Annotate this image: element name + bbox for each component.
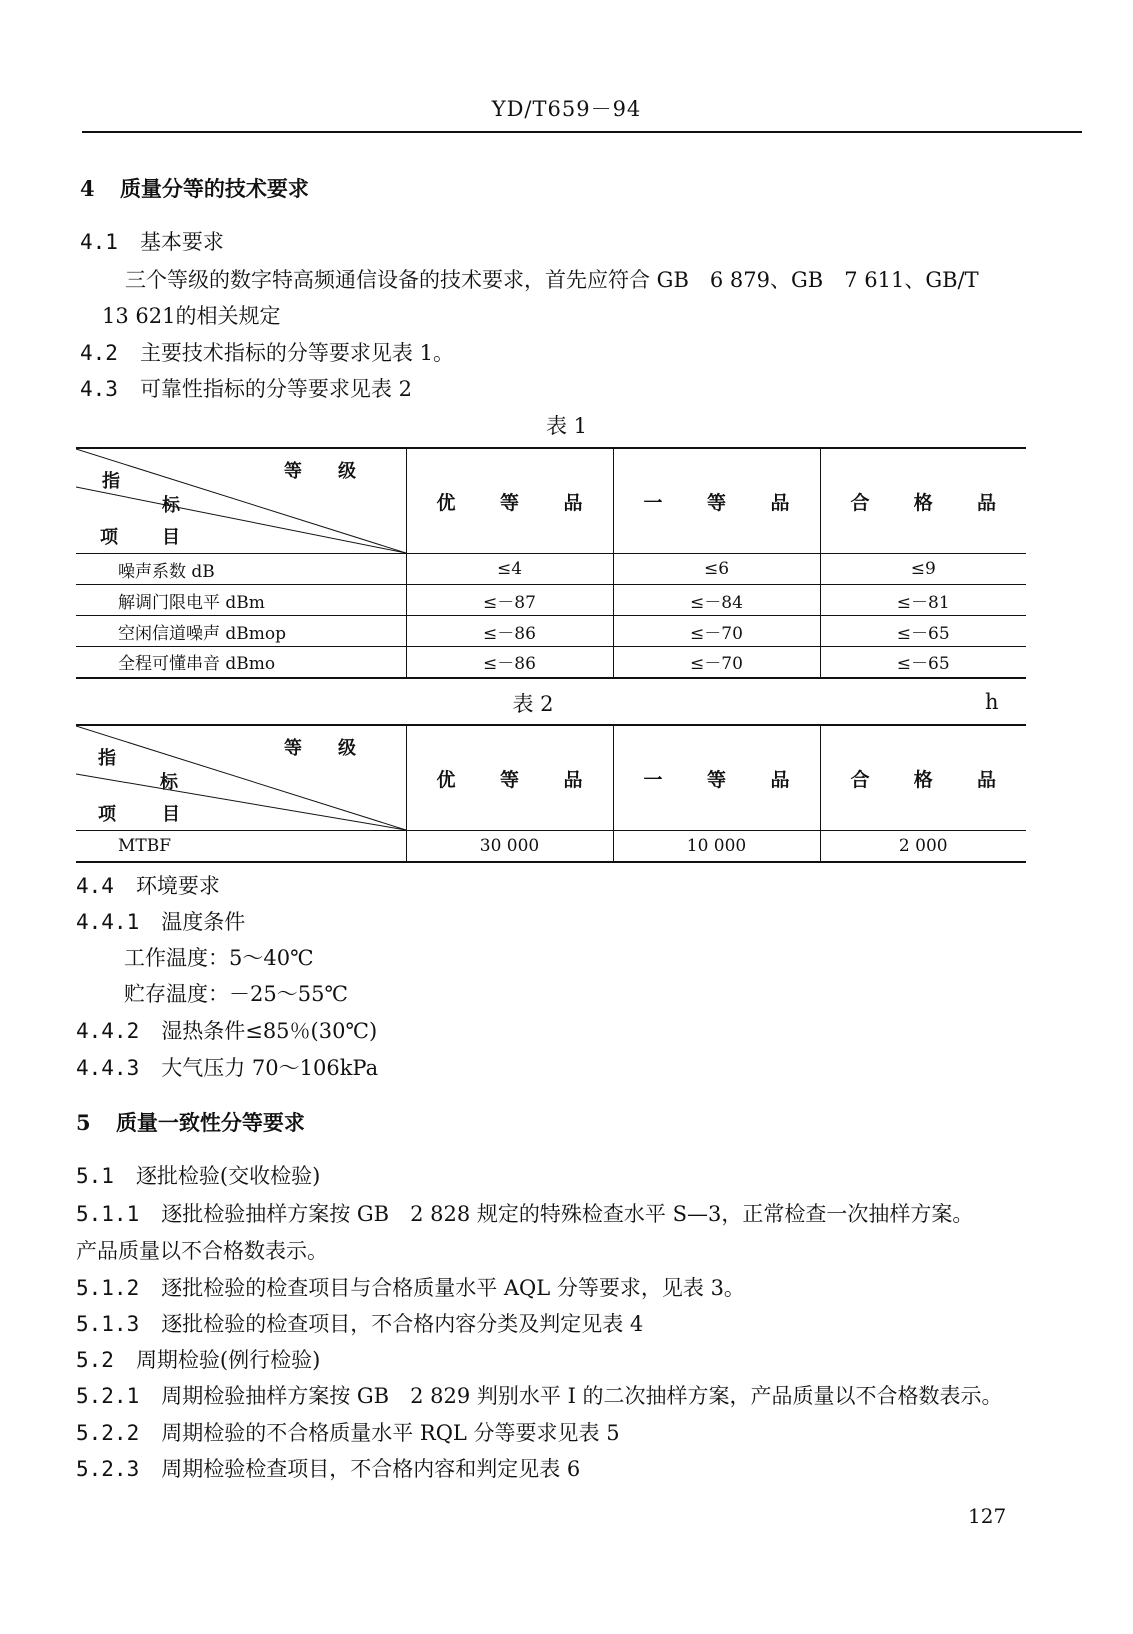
table-2 bbox=[76, 724, 1026, 863]
table-1 bbox=[76, 447, 1026, 679]
table-row bbox=[76, 616, 1026, 647]
clause-body: 周期检验抽样方案按 GB 2 829 判别水平 I 的二次抽样方案，产品质量以不合格数表示。 bbox=[161, 1384, 1003, 1408]
cell-value: ≤4 bbox=[406, 554, 613, 585]
clause-number: 5.1.3 bbox=[76, 1312, 140, 1336]
clause-4-1-body-line2: 13 621的相关规定 bbox=[102, 304, 281, 328]
clause-number: 4.3 bbox=[80, 377, 118, 401]
clause-title: 环境要求 bbox=[135, 874, 220, 898]
corner-item-a: 项 bbox=[100, 527, 118, 548]
corner-indicator-a: 指 bbox=[98, 748, 116, 769]
clause-5-2-3 bbox=[76, 1453, 580, 1483]
work-temperature: 工作温度：5～40℃ bbox=[124, 946, 314, 970]
clause-5-1-1 bbox=[76, 1198, 973, 1228]
clause-number: 5.2.2 bbox=[76, 1421, 140, 1445]
corner-grade-label: 等 级 bbox=[284, 461, 356, 482]
clause-number: 5.2 bbox=[76, 1348, 114, 1372]
corner-indicator-a: 指 bbox=[102, 471, 120, 492]
section-number: 4 bbox=[80, 176, 95, 201]
cell-value: ≤－65 bbox=[820, 647, 1026, 678]
clause-body: 逐批检验抽样方案按 GB 2 828 规定的特殊检查水平 S—3，正常检查一次抽样方案。 bbox=[161, 1202, 974, 1226]
clause-4-4-1 bbox=[76, 906, 245, 936]
row-label: 噪声系数 dB bbox=[76, 554, 406, 585]
cell-value: ≤－70 bbox=[613, 647, 820, 678]
corner-item-b: 目 bbox=[162, 804, 180, 825]
corner-item-a: 项 bbox=[98, 804, 116, 825]
table-header-row bbox=[76, 448, 1026, 554]
cell-value: ≤－87 bbox=[406, 585, 613, 616]
clause-title: 周期检验(例行检验) bbox=[135, 1348, 321, 1372]
clause-number: 4.4.3 bbox=[76, 1056, 140, 1080]
column-header: 优 等 品 bbox=[406, 725, 613, 831]
column-header: 一 等 品 bbox=[613, 725, 820, 831]
storage-temperature: 贮存温度：－25～55℃ bbox=[124, 982, 348, 1006]
cell-value: ≤－86 bbox=[406, 647, 613, 678]
table-row bbox=[76, 585, 1026, 616]
cell-value: 10 000 bbox=[613, 831, 820, 862]
clause-5-1-2 bbox=[76, 1272, 745, 1302]
row-label: 空闲信道噪声 dBmop bbox=[76, 616, 406, 647]
table-1-caption: 表 1 bbox=[545, 414, 588, 438]
clause-4-4 bbox=[76, 870, 220, 900]
clause-body: 逐批检验的检查项目，不合格内容分类及判定见表 4 bbox=[161, 1312, 644, 1336]
clause-title: 基本要求 bbox=[139, 230, 224, 254]
cell-value: ≤－65 bbox=[820, 616, 1026, 647]
clause-body: 周期检验检查项目，不合格内容和判定见表 6 bbox=[161, 1457, 581, 1481]
section-title: 质量一致性分等要求 bbox=[115, 1110, 305, 1135]
section-4-heading bbox=[80, 173, 309, 203]
clause-body: 周期检验的不合格质量水平 RQL 分等要求见表 5 bbox=[161, 1421, 620, 1445]
cell-value: ≤－81 bbox=[820, 585, 1026, 616]
row-label: MTBF bbox=[76, 831, 406, 862]
clause-number: 4.4.2 bbox=[76, 1019, 140, 1043]
cell-value: ≤－84 bbox=[613, 585, 820, 616]
clause-5-1 bbox=[76, 1160, 320, 1190]
cell-value: 30 000 bbox=[406, 831, 613, 862]
column-header: 一 等 品 bbox=[613, 448, 820, 554]
cell-value: 2 000 bbox=[820, 831, 1026, 862]
clause-number: 5.2.1 bbox=[76, 1384, 140, 1408]
clause-4-1-body-line1: 三个等级的数字特高频通信设备的技术要求，首先应符合 GB 6 879、GB 7 611、GB/T bbox=[125, 268, 979, 292]
clause-number: 5.1.2 bbox=[76, 1276, 140, 1300]
table-2-caption: 表 2 bbox=[512, 692, 554, 716]
corner-grade-label: 等 级 bbox=[284, 738, 356, 759]
clause-number: 5.2.3 bbox=[76, 1457, 140, 1481]
cell-value: ≤9 bbox=[820, 554, 1026, 585]
cell-value: ≤6 bbox=[613, 554, 820, 585]
section-number: 5 bbox=[76, 1110, 91, 1135]
corner-diagonals bbox=[76, 726, 406, 830]
clause-title: 逐批检验(交收检验) bbox=[135, 1164, 321, 1188]
clause-title: 大气压力 70～106kPa bbox=[161, 1056, 379, 1080]
table-row bbox=[76, 554, 1026, 585]
corner-diagonals bbox=[76, 449, 406, 553]
row-label: 解调门限电平 dBm bbox=[76, 585, 406, 616]
corner-indicator-b: 标 bbox=[162, 495, 180, 516]
clause-4-3 bbox=[80, 373, 412, 403]
clause-number: 5.1 bbox=[76, 1164, 114, 1188]
section-title: 质量分等的技术要求 bbox=[119, 176, 309, 201]
column-header: 合 格 品 bbox=[820, 448, 1026, 554]
clause-body: 逐批检验的检查项目与合格质量水平 AQL 分等要求，见表 3。 bbox=[161, 1276, 745, 1300]
clause-title: 湿热条件≤85％(30℃) bbox=[161, 1019, 378, 1043]
clause-title: 可靠性指标的分等要求见表 2 bbox=[139, 377, 412, 401]
clause-number: 4.2 bbox=[80, 341, 118, 365]
table-header-row bbox=[76, 725, 1026, 831]
corner-cell bbox=[76, 448, 406, 554]
corner-cell bbox=[76, 725, 406, 831]
cell-value: ≤－70 bbox=[613, 616, 820, 647]
clause-5-2 bbox=[76, 1344, 320, 1374]
clause-4-4-3 bbox=[76, 1052, 378, 1082]
section-5-heading bbox=[76, 1107, 305, 1137]
document-header: YD/T659－94 bbox=[491, 97, 642, 121]
table-row bbox=[76, 647, 1026, 678]
clause-number: 4.4.1 bbox=[76, 910, 140, 934]
row-label: 全程可懂串音 dBmo bbox=[76, 647, 406, 678]
clause-number: 4.1 bbox=[80, 230, 118, 254]
column-header: 优 等 品 bbox=[406, 448, 613, 554]
clause-title: 主要技术指标的分等要求见表 1。 bbox=[139, 341, 454, 365]
clause-5-2-1 bbox=[76, 1380, 1003, 1410]
corner-indicator-b: 标 bbox=[160, 772, 178, 793]
clause-5-2-2 bbox=[76, 1417, 620, 1447]
table-row bbox=[76, 831, 1026, 862]
clause-5-1-1-line2: 产品质量以不合格数表示。 bbox=[76, 1239, 328, 1263]
clause-4-4-2 bbox=[76, 1015, 377, 1045]
clause-number: 4.4 bbox=[76, 874, 114, 898]
column-header: 合 格 品 bbox=[820, 725, 1026, 831]
corner-item-b: 目 bbox=[162, 527, 180, 548]
table-2-unit: h bbox=[985, 690, 999, 714]
clause-4-2 bbox=[80, 337, 454, 367]
page-number: 127 bbox=[968, 1504, 1007, 1528]
clause-title: 温度条件 bbox=[161, 910, 246, 934]
clause-5-1-3 bbox=[76, 1308, 643, 1338]
clause-4-1 bbox=[80, 226, 224, 256]
cell-value: ≤－86 bbox=[406, 616, 613, 647]
header-rule bbox=[82, 131, 1082, 133]
clause-number: 5.1.1 bbox=[76, 1202, 140, 1226]
